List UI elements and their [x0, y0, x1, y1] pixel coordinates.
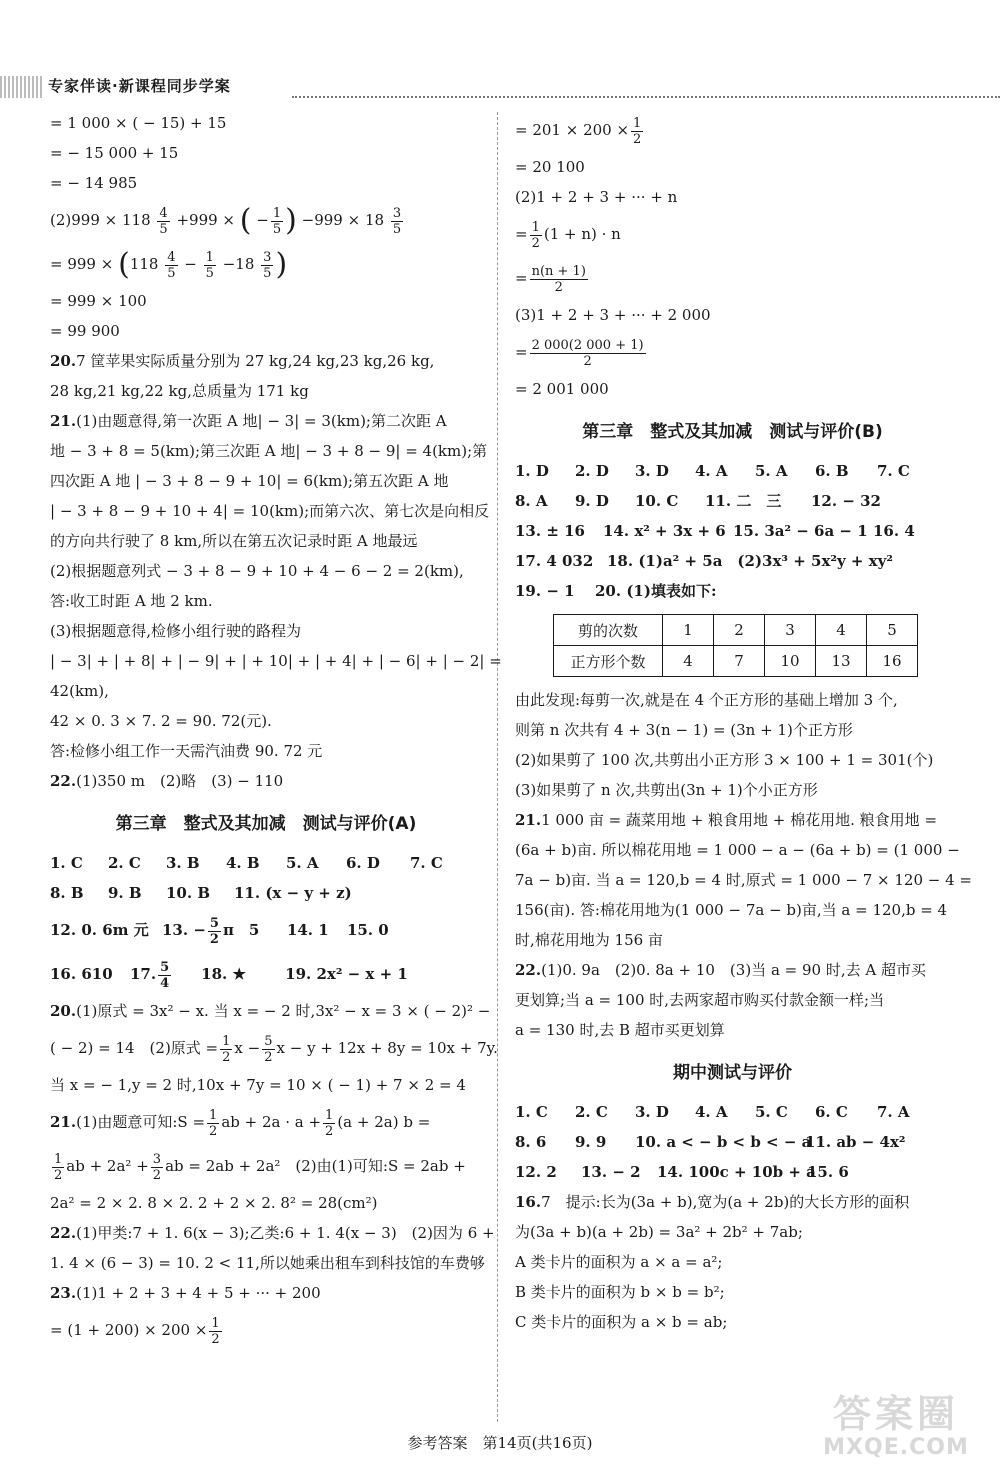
- fraction: $\frac{1}{2}$: [222, 1033, 231, 1065]
- text-line: = 20 100: [515, 158, 585, 176]
- text-line: 7a − b)亩. 当 a = 120,b = 4 时,原式 = 1 000 − 7 × 120 − 4 =: [515, 871, 972, 889]
- left-column: [50, 108, 502, 1352]
- table-cell: 10: [765, 646, 816, 677]
- question-b22: 22.(1)0. 9a (2)0. 8a + 10 (3)当 a = 90 时,去 A 超市买: [515, 961, 926, 979]
- text-line: 当 x = − 1,y = 2 时,10x + 7y = 10 × ( − 1) + 7 × 2 = 4: [50, 1076, 466, 1094]
- question-22: 22.(1)350 m (2)略 (3) − 110: [50, 772, 284, 790]
- answer-row: 1. C 2. C 3. B 4. B 5. A 6. D 7. C: [50, 854, 443, 872]
- table-cell: 7: [714, 646, 765, 677]
- text-line: A 类卡片的面积为 a × a = a²;: [515, 1253, 723, 1271]
- answer-row: 1. C 2. C 3. D 4. A 5. C 6. C 7. A: [515, 1103, 910, 1121]
- question-b21: 21.1 000 亩 = 蔬菜用地 + 粮食用地 + 棉花用地. 粮食用地 =: [515, 811, 938, 829]
- text-line: = 1 000 × ( − 15) + 15: [50, 114, 227, 132]
- answer-row: 8. B 9. B 10. B 11. (x − y + z): [50, 884, 352, 902]
- text-line: = − 15 000 + 15: [50, 144, 179, 162]
- cut-count-table: [553, 614, 918, 677]
- equation-line: = $\frac{n(n + 1)}{2}$: [515, 263, 586, 295]
- text-line: = 99 900: [50, 322, 120, 340]
- text-line: = 999 × 100: [50, 292, 147, 310]
- answer-row: 17. 4 032 18. (1)a² + 5a (2)3x³ + 5x²y + xy²: [515, 552, 893, 570]
- text-run: −18: [222, 255, 255, 273]
- text-line: 为(3a + b)(a + 2b) = 3a² + 2b² + 7ab;: [515, 1223, 803, 1241]
- text-line: (2)1 + 2 + 3 + ··· + n: [515, 188, 678, 206]
- section-title-midterm: 期中测试与评价: [673, 1063, 792, 1083]
- table-cell: 4: [816, 615, 867, 646]
- text-line: 的方向共行驶了 8 km,所以在第五次记录时距 A 地最远: [50, 532, 418, 550]
- text-run: +999 ×: [176, 211, 236, 229]
- header-decoration: [0, 76, 44, 98]
- equation-line: = 201 × 200 × $\frac{1}{2}$: [515, 115, 642, 147]
- question-20: 20.7 筐苹果实际质量分别为 27 kg,24 kg,23 kg,26 kg,: [50, 352, 435, 370]
- text-line: C 类卡片的面积为 a × b = ab;: [515, 1313, 728, 1331]
- text-line: 更划算;当 a = 100 时,去两家超市购买付款金额一样;当: [515, 991, 885, 1009]
- answer-row: 8. 6 9. 9 10. a < − b < b < − a11. ab − 4x²: [515, 1133, 906, 1151]
- text-line: (3)根据题意得,检修小组行驶的路程为: [50, 622, 302, 640]
- equation-line: $\frac{1}{2}$ ab + 2a² + $\frac{3}{2}$ ab = 2ab + 2a² (2)由(1)可知:S = 2ab +: [54, 1151, 466, 1183]
- question-a22: 22.(1)甲类:7 + 1. 6(x − 3);乙类:6 + 1. 4(x − 3) (2)因为 6 +: [50, 1224, 495, 1242]
- fraction: $\frac{3}{5}$: [263, 249, 272, 281]
- fraction: $\frac{1}{2}$: [531, 219, 540, 251]
- equation-line: = 999 × (118 $\frac{4}{5}$ − $\frac{1}{5}$ −18 $\frac{3}{5}$ ): [50, 247, 288, 282]
- text-line: 地 − 3 + 8 = 5(km);第三次距 A 地| − 3 + 8 − 9| = 4(km);第: [50, 442, 488, 460]
- fraction: $\frac{5}{4}$: [160, 959, 170, 991]
- text-line: 四次距 A 地 | − 3 + 8 − 9 + 10| = 6(km);第五次距 A 地: [50, 472, 449, 490]
- text-run: = 999 ×: [50, 255, 114, 273]
- text-line: 则第 n 次共有 4 + 3(n − 1) = (3n + 1)个正方形: [515, 721, 853, 739]
- fraction: $\frac{n(n + 1)}{2}$: [531, 263, 586, 295]
- table-cell: 5: [867, 615, 918, 646]
- equation-line: = $\frac{2 000(2 000 + 1)}{2}$: [515, 337, 644, 369]
- answer-row: 12. 2 13. − 2 14. 100c + 10b + a15. 6: [515, 1163, 849, 1181]
- answer-row: 8. A 9. D 10. C 11. 二 三 12. − 32: [515, 492, 881, 510]
- text-line: | − 3 + 8 − 9 + 10 + 4| = 10(km);而第六次、第七次是向相反: [50, 502, 490, 520]
- text-line: 1. 4 × (6 − 3) = 10. 2 < 11,所以她乘出租车到科技馆的车费够: [50, 1254, 485, 1272]
- text-line: 156(亩). 答:棉花用地为(1 000 − 7a − b)亩,当 a = 120,b = 4: [515, 901, 948, 919]
- fraction: $\frac{1}{5}$: [272, 205, 282, 237]
- answer-row: 19. − 1 20. (1)填表如下:: [515, 582, 717, 600]
- question-a20: 20.(1)原式 = 3x² − x. 当 x = − 2 时,3x² − x = 3 × ( − 2)² −: [50, 1002, 491, 1020]
- question-a23: 23.(1)1 + 2 + 3 + 4 + 5 + ··· + 200: [50, 1284, 321, 1302]
- text-line: 时,棉花用地为 156 亩: [515, 931, 663, 949]
- watermark-logo: 答案圈 MXQE.COM: [823, 1392, 969, 1460]
- equation-line: (2)999 × 118 $\frac{4}{5}$ +999 × ( − $\frac{1}{5}$ ) −999 × 18 $\frac{3}{5}$: [50, 203, 402, 238]
- page-footer: 参考答案 第14页(共16页): [407, 1434, 593, 1452]
- text-line: (3)如果剪了 n 次,共剪出(3n + 1)个小正方形: [515, 781, 818, 799]
- equation-line: ( − 2) = 14 (2)原式 = $\frac{1}{2}$ x − $\frac{5}{2}$ x − y + 12x + 8y = 10x + 7y.: [50, 1033, 498, 1065]
- fraction: $\frac{5}{2}$: [209, 915, 219, 947]
- table-row: [554, 615, 918, 646]
- text-line: 答:收工时距 A 地 2 km.: [50, 592, 213, 610]
- header-title: 专家伴读·新课程同步学案: [48, 77, 231, 95]
- fraction: $\frac{1}{2}$: [54, 1151, 63, 1183]
- table-cell: 2: [714, 615, 765, 646]
- table-cell: 3: [765, 615, 816, 646]
- answer-row: 12. 0. 6m 元 13. − $\frac{5}{2}$ π 5 14. 1 15. 0: [50, 915, 389, 947]
- page-header: [0, 70, 1000, 102]
- text-line: 42 × 0. 3 × 7. 2 = 90. 72(元).: [50, 712, 272, 730]
- fraction: $\frac{5}{2}$: [264, 1033, 273, 1065]
- question-21: 21.(1)由题意得,第一次距 A 地| − 3| = 3(km);第二次距 A: [50, 412, 447, 430]
- text-run: (2)999 × 118: [50, 211, 151, 229]
- text-line: 由此发现:每剪一次,就是在 4 个正方形的基础上增加 3 个,: [515, 691, 898, 709]
- text-line: 2a² = 2 × 2. 8 × 2. 2 + 2 × 2. 8² = 28(cm²): [50, 1194, 378, 1212]
- fraction: $\frac{1}{2}$: [633, 115, 642, 147]
- table-cell: 正方形个数: [554, 646, 663, 677]
- fraction: $\frac{4}{5}$: [159, 205, 168, 237]
- text-run: 118: [129, 255, 159, 273]
- fraction: $\frac{1}{2}$: [209, 1107, 218, 1139]
- text-line: (2)如果剪了 100 次,共剪出小正方形 3 × 100 + 1 = 301(个): [515, 751, 934, 769]
- text-line: (3)1 + 2 + 3 + ··· + 2 000: [515, 306, 711, 324]
- text-line: B 类卡片的面积为 b × b = b²;: [515, 1283, 725, 1301]
- table-row: [554, 646, 918, 677]
- text-line: (2)根据题意列式 − 3 + 8 − 9 + 10 + 4 − 6 − 2 = 2(km),: [50, 562, 464, 580]
- text-line: (6a + b)亩. 所以棉花用地 = 1 000 − a − (6a + b) = (1 000 −: [515, 841, 960, 859]
- fraction: $\frac{3}{5}$: [392, 205, 402, 237]
- fraction: $\frac{2 000(2 000 + 1)}{2}$: [531, 337, 644, 369]
- fraction: $\frac{1}{2}$: [211, 1315, 220, 1347]
- fraction: $\frac{4}{5}$: [167, 249, 176, 281]
- question-m16: 16.7 提示:长为(3a + b),宽为(a + 2b)的大长方形的面积: [515, 1193, 910, 1211]
- fraction: $\frac{1}{5}$: [205, 249, 214, 281]
- equation-line: = $\frac{1}{2}$ (1 + n) · n: [515, 219, 621, 251]
- header-rule: [292, 96, 1000, 98]
- table-cell: 1: [663, 615, 714, 646]
- answer-row: 1. D 2. D 3. D 4. A 5. A 6. B 7. C: [515, 462, 910, 480]
- table-cell: 4: [663, 646, 714, 677]
- table-cell: 16: [867, 646, 918, 677]
- text-line: = − 14 985: [50, 174, 138, 192]
- text-line: = 2 001 000: [515, 380, 609, 398]
- table-cell: 剪的次数: [554, 615, 663, 646]
- text-line: 答:检修小组工作一天需汽油费 90. 72 元: [50, 742, 323, 760]
- section-title-a: 第三章 整式及其加减 测试与评价(A): [115, 814, 417, 834]
- text-line: a = 130 时,去 B 超市买更划算: [515, 1021, 725, 1039]
- text-line: | − 3| + | + 8| + | − 9| + | + 10| + | + 4| + | − 6| + | − 2| =: [50, 652, 502, 670]
- equation-line: = (1 + 200) × 200 × $\frac{1}{2}$: [50, 1315, 220, 1347]
- text-run: −999 × 18: [301, 211, 385, 229]
- text-run: −: [184, 255, 197, 273]
- text-line: 42(km),: [50, 682, 109, 700]
- column-divider: [497, 112, 498, 1422]
- answer-row: 16. 610 17. $\frac{5}{4}$ 18. ★ 19. 2x² − x + 1: [50, 959, 408, 991]
- question-a21: 21.(1)由题意可知:S = $\frac{1}{2}$ ab + 2a · a + $\frac{1}{2}$ (a + 2a) b =: [50, 1107, 431, 1139]
- fraction: $\frac{1}{2}$: [325, 1107, 334, 1139]
- section-title-b: 第三章 整式及其加减 测试与评价(B): [582, 422, 883, 442]
- text-line: 28 kg,21 kg,22 kg,总质量为 171 kg: [50, 382, 309, 400]
- right-column: [515, 108, 972, 1337]
- table-cell: 13: [816, 646, 867, 677]
- answer-row: 13. ± 16 14. x² + 3x + 6 15. 3a² − 6a − 1 16. 4: [515, 522, 915, 540]
- fraction: $\frac{3}{2}$: [152, 1151, 162, 1183]
